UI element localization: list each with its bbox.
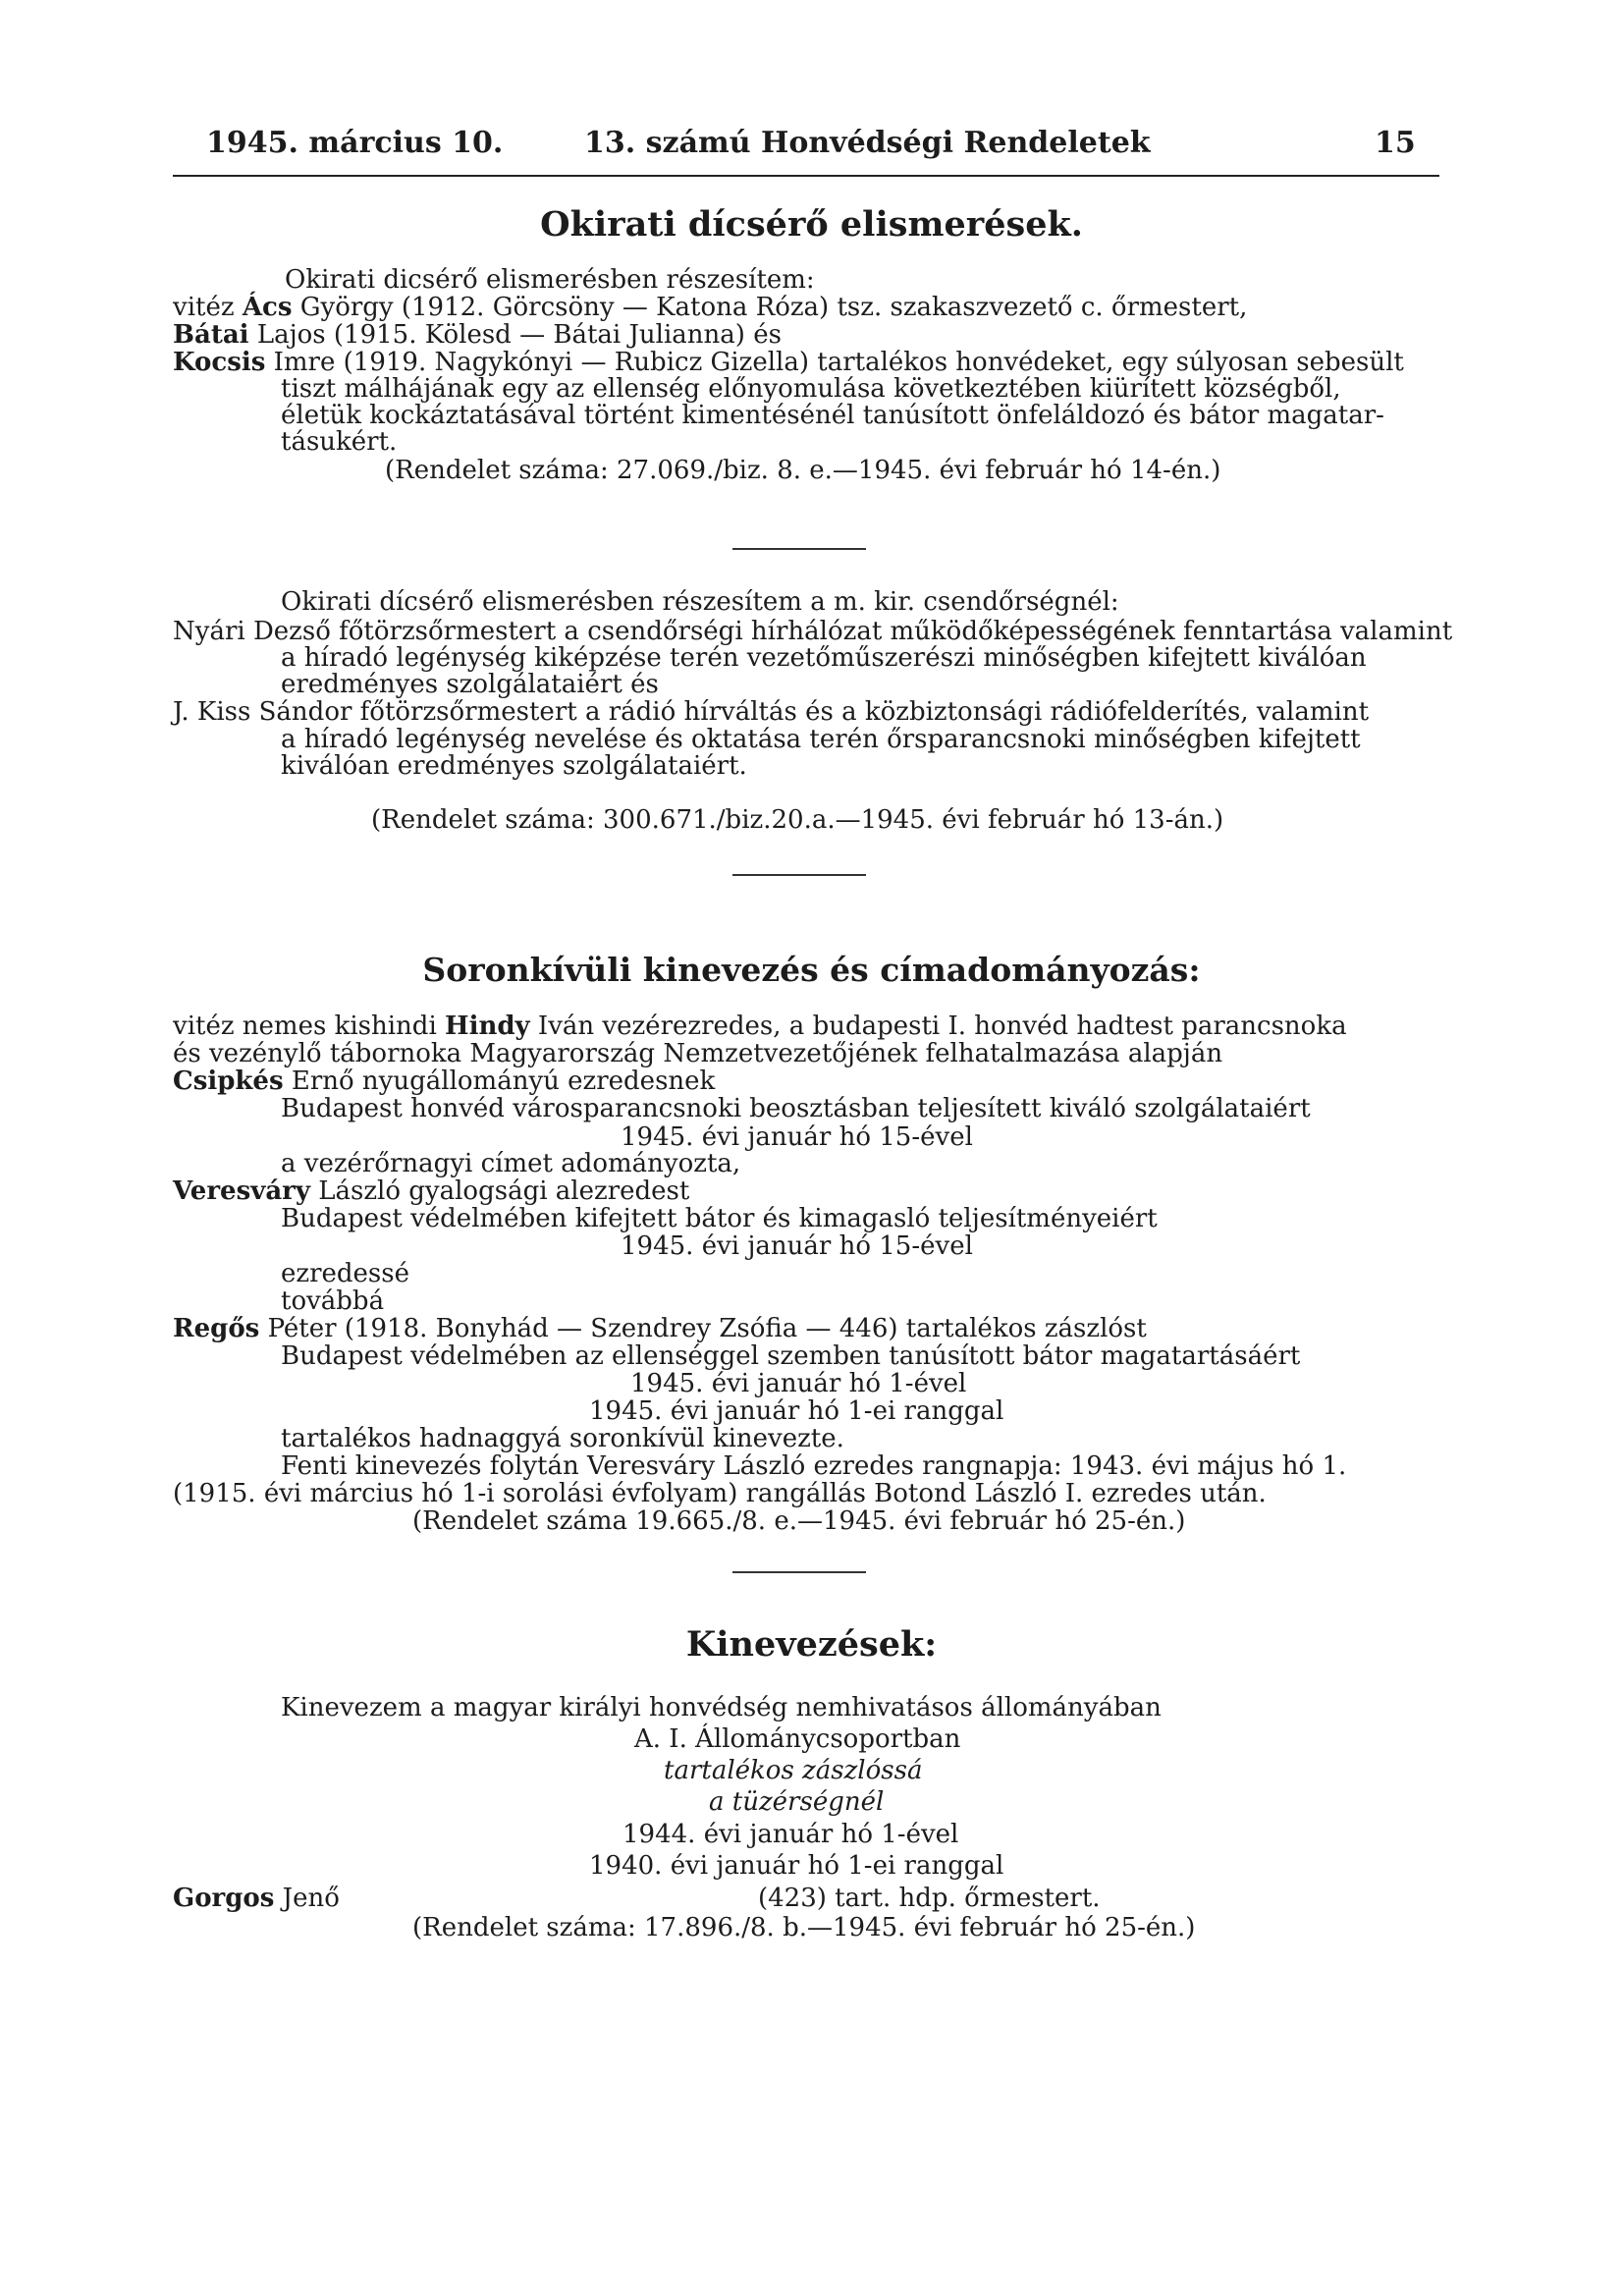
header-date: 1945. március 10. xyxy=(206,126,504,160)
block1-intro: Okirati dicsérő elismerésben részesítem: xyxy=(285,265,815,295)
s3-line-4: a tüzérségnél xyxy=(709,1787,885,1817)
s2-line-3: Csipkés Ernő nyugállományú ezredesnek xyxy=(173,1066,716,1096)
name-batai: Bátai xyxy=(173,320,249,350)
block1-line-2: Bátai Lajos (1915. Kölesd — Bátai Julianna) és xyxy=(173,320,782,350)
name-veresvary: Veresváry xyxy=(173,1176,310,1206)
name-gorgos: Gorgos xyxy=(173,1884,275,1913)
block2-intro: Okirati dícsérő elismerésben részesítem a m. kir. csendőrségnél: xyxy=(281,587,1119,617)
s2-line-17: Fenti kinevezés folytán Veresváry László ezredes rangnapja: 1943. évi május hó 1. xyxy=(281,1451,1347,1481)
s2-line-14: 1945. évi január hó 1-ével xyxy=(630,1369,967,1398)
name-csipkes: Csipkés xyxy=(173,1066,284,1096)
s2-line-10: ezredessé xyxy=(281,1259,410,1288)
s3-line-2: A. I. Állománycsoportban xyxy=(634,1724,961,1754)
block1-order: (Rendelet száma: 27.069./biz. 8. e.—1945. évi február hó 14-én.) xyxy=(385,456,1221,485)
block2-line-2: a híradó legénység kiképzése terén vezetőműszerészi minőségben kifejtett kiválóan xyxy=(281,643,1367,673)
s3-line-5: 1944. évi január hó 1-ével xyxy=(622,1820,959,1849)
header-rule xyxy=(173,175,1439,177)
section-title-soronkivuli: Soronkívüli kinevezés és címadományozás: xyxy=(422,951,1201,989)
s3-detail: (423) tart. hdp. őrmestert. xyxy=(758,1884,1101,1913)
s2-line-16: tartalékos hadnaggyá soronkívül kinevezte. xyxy=(281,1424,844,1453)
s2-line-1: vitéz nemes kishindi Hindy Iván vezérezredes, a budapesti I. honvéd hadtest parancsnoka xyxy=(173,1011,1347,1041)
name-hindy: Hindy xyxy=(445,1011,530,1041)
s3-line-6: 1940. évi január hó 1-ei ranggal xyxy=(589,1851,1004,1881)
s2-order: (Rendelet száma 19.665./8. e.—1945. évi február hó 25-én.) xyxy=(412,1506,1186,1536)
section-title-kinevezesek: Kinevezések: xyxy=(685,1624,938,1665)
block2-order: (Rendelet száma: 300.671./biz.20.a.—1945. évi február hó 13-án.) xyxy=(371,805,1224,835)
s3-name-line: Gorgos Jenő xyxy=(173,1884,340,1913)
name-acs: Ács xyxy=(242,293,293,322)
s2-line-12: Regős Péter (1918. Bonyhád — Szendrey Zsófia — 446) tartalékos zászlóst xyxy=(173,1314,1147,1343)
s2-line-8: Budapest védelmében kifejtett bátor és kimagasló teljesítményeiért xyxy=(281,1204,1158,1233)
s2-line-15: 1945. évi január hó 1-ei ranggal xyxy=(589,1396,1004,1426)
s2-line-7: Veresváry László gyalogsági alezredest xyxy=(173,1176,690,1206)
s2-line-2: és vezénylő tábornoka Magyarország Nemzetvezetőjének felhatalmazása alapján xyxy=(173,1039,1223,1068)
separator xyxy=(732,874,866,876)
page-number: 15 xyxy=(1375,126,1416,160)
block1-line-6: tásukért. xyxy=(281,427,398,457)
block2-line-6: kiválóan eredményes szolgálataiért. xyxy=(281,751,747,781)
s3-line-3: tartalékos zászlóssá xyxy=(664,1756,923,1785)
block1-line-1: vitéz Ács György (1912. Görcsöny — Katona Róza) tsz. szakaszvezető c. őrmestert, xyxy=(173,293,1248,322)
name-regos: Regős xyxy=(173,1314,260,1343)
s3-line-1: Kinevezem a magyar királyi honvédség nemhivatásos állományában xyxy=(281,1693,1162,1722)
block1-line-5: életük kockáztatásával történt kimentésénél tanúsított önfeláldozó és bátor magatar- xyxy=(281,401,1384,430)
separator xyxy=(732,1571,866,1573)
block2-line-4: J. Kiss Sándor főtörzsőrmestert a rádió hírváltás és a közbiztonsági rádiófelderítés, valamint xyxy=(173,697,1370,727)
section-title-okirati: Okirati dícsérő elismerések. xyxy=(540,204,1083,245)
s2-line-6: a vezérőrnagyi címet adományozta, xyxy=(281,1149,741,1178)
separator xyxy=(732,548,866,550)
s2-line-18: (1915. évi március hó 1-i sorolási évfolyam) rangállás Botond László I. ezredes után. xyxy=(173,1479,1267,1508)
block1-line-4: tiszt málhájának egy az ellenség előnyomulása következtében kiürített községből, xyxy=(281,374,1341,404)
s3-order: (Rendelet száma: 17.896./8. b.—1945. évi február hó 25-én.) xyxy=(412,1913,1196,1942)
s2-line-11: továbbá xyxy=(281,1286,385,1316)
block1-line-3: Kocsis Imre (1919. Nagykónyi — Rubicz Gizella) tartalékos honvédeket, egy súlyosan sebesült xyxy=(173,348,1404,377)
block2-line-1: Nyári Dezső főtörzsőrmestert a csendőrségi hírhálózat működőképességének fenntartása valamint xyxy=(173,617,1453,646)
block2-line-3: eredményes szolgálataiért és xyxy=(281,670,659,699)
s2-line-4: Budapest honvéd városparancsnoki beosztásban teljesített kiváló szolgálataiért xyxy=(281,1094,1311,1123)
s2-line-5: 1945. évi január hó 15-ével xyxy=(621,1122,973,1152)
s2-line-13: Budapest védelmében az ellenséggel szemben tanúsított bátor magatartásáért xyxy=(281,1341,1301,1371)
s2-line-9: 1945. évi január hó 15-ével xyxy=(621,1231,973,1261)
name-kocsis: Kocsis xyxy=(173,348,266,377)
header-publication: 13. számú Honvédségi Rendeletek xyxy=(584,126,1151,160)
block2-line-5: a híradó legénység nevelése és oktatása terén őrsparancsnoki minőségben kifejtett xyxy=(281,725,1361,754)
